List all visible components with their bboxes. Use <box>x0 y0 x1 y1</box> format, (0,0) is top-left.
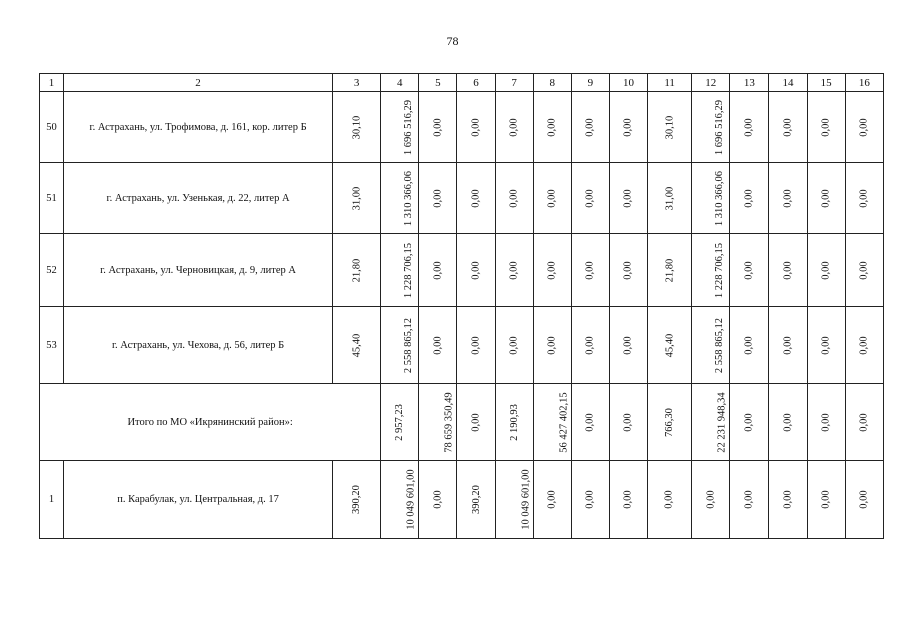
row-number: 52 <box>40 234 64 307</box>
value-cell: 0,00 <box>546 188 558 208</box>
column-header: 16 <box>845 74 883 92</box>
value-cell: 0,00 <box>508 335 520 355</box>
column-header: 15 <box>807 74 845 92</box>
table-row <box>40 163 884 234</box>
cost-value: 2 558 865,12 <box>403 317 415 373</box>
value-cell: 1 310 366,06 <box>714 170 726 226</box>
total-cost-value: 78 659 350,49 <box>444 391 455 453</box>
value-cell: 0,00 <box>820 335 832 355</box>
value-cell: 0,00 <box>858 188 870 208</box>
value-cell: 0,00 <box>623 260 634 280</box>
value-cell: 0,00 <box>782 412 794 432</box>
total-area-value: 2 957,23 <box>394 403 406 441</box>
value-cell: 2 190,93 <box>508 403 520 441</box>
value-cell: 56 427 402,15 <box>558 391 570 453</box>
value-cell: 0,00 <box>820 490 832 509</box>
value-cell: 0,00 <box>782 335 794 355</box>
column-header: 1 <box>40 74 64 92</box>
page-number: 78 <box>446 34 459 48</box>
value-cell: 0,00 <box>508 260 520 280</box>
value-cell: 31,00 <box>664 186 676 210</box>
header-row <box>40 74 884 92</box>
value-cell: 0,00 <box>584 490 596 509</box>
value-cell: 0,00 <box>546 335 558 355</box>
row-number: 1 <box>40 461 64 539</box>
value-cell: 0,00 <box>546 260 558 280</box>
value-cell: 0,00 <box>820 412 832 432</box>
value-cell: 0,00 <box>743 260 755 280</box>
area-value: 390,20 <box>351 485 363 514</box>
value-cell: 0,00 <box>470 335 482 355</box>
value-cell: 0,00 <box>858 412 870 432</box>
area-value: 30,10 <box>351 115 363 139</box>
address-cell: г. Астрахань, ул. Черновицкая, д. 9, литер А <box>64 234 333 307</box>
area-value: 31,00 <box>351 186 363 210</box>
value-cell: 390,20 <box>470 485 482 514</box>
value-cell: 0,00 <box>432 335 444 355</box>
column-header: 5 <box>419 74 457 92</box>
value-cell: 0,00 <box>782 490 794 509</box>
value-cell: 0,00 <box>858 490 870 509</box>
table-row <box>40 461 884 539</box>
value-cell: 45,40 <box>664 333 676 357</box>
value-cell: 10 049 601,00 <box>520 469 532 530</box>
value-cell: 0,00 <box>820 260 832 280</box>
total-row <box>40 384 884 461</box>
value-cell: 0,00 <box>820 188 832 208</box>
value-cell: 0,00 <box>623 188 634 208</box>
column-header: 9 <box>571 74 609 92</box>
cost-value: 1 228 706,15 <box>403 242 415 298</box>
value-cell: 0,00 <box>470 188 482 208</box>
row-number: 53 <box>40 307 64 384</box>
value-cell: 0,00 <box>546 117 558 137</box>
column-header: 14 <box>769 74 807 92</box>
value-cell: 0,00 <box>584 412 596 432</box>
column-header: 8 <box>533 74 571 92</box>
column-header: 10 <box>609 74 647 92</box>
value-cell: 0,00 <box>623 335 634 355</box>
value-cell: 0,00 <box>546 490 558 509</box>
table-row <box>40 92 884 163</box>
value-cell: 0,00 <box>470 117 482 137</box>
value-cell: 0,00 <box>470 412 482 432</box>
column-header: 2 <box>64 74 333 92</box>
value-cell: 0,00 <box>470 260 482 280</box>
value-cell: 0,00 <box>584 260 596 280</box>
registry-table <box>39 73 884 539</box>
value-cell: 22 231 948,34 <box>716 391 728 453</box>
column-header: 12 <box>692 74 730 92</box>
value-cell: 0,00 <box>743 188 755 208</box>
address-cell: г. Астрахань, ул. Чехова, д. 56, литер Б <box>64 307 333 384</box>
value-cell: 0,00 <box>432 117 444 137</box>
value-cell: 0,00 <box>508 188 520 208</box>
table-row <box>40 307 884 384</box>
value-cell: 0,00 <box>782 188 794 208</box>
value-cell: 0,00 <box>782 117 794 137</box>
column-header: 6 <box>457 74 495 92</box>
cost-value: 1 310 366,06 <box>403 170 415 226</box>
value-cell: 0,00 <box>782 260 794 280</box>
value-cell: 21,80 <box>664 258 676 282</box>
row-number: 51 <box>40 163 64 234</box>
value-cell: 0,00 <box>664 490 676 509</box>
column-header: 13 <box>730 74 769 92</box>
column-header: 3 <box>333 74 381 92</box>
value-cell: 766,30 <box>664 407 676 437</box>
address-cell: г. Астрахань, ул. Трофимова, д. 161, кор. литер Б <box>64 92 333 163</box>
value-cell: 0,00 <box>858 335 870 355</box>
address-cell: г. Астрахань, ул. Узенькая, д. 22, литер А <box>64 163 333 234</box>
area-value: 21,80 <box>351 258 363 282</box>
address-cell: п. Карабулак, ул. Центральная, д. 17 <box>64 461 333 539</box>
value-cell: 0,00 <box>743 490 755 509</box>
value-cell: 0,00 <box>584 188 596 208</box>
value-cell: 0,00 <box>858 117 870 137</box>
value-cell: 0,00 <box>705 490 717 509</box>
cost-value: 10 049 601,00 <box>405 469 417 530</box>
column-header: 11 <box>648 74 692 92</box>
value-cell: 30,10 <box>664 115 676 139</box>
row-number: 50 <box>40 92 64 163</box>
cost-value: 1 696 516,29 <box>403 99 415 155</box>
value-cell: 0,00 <box>820 117 832 137</box>
value-cell: 0,00 <box>623 117 634 137</box>
value-cell: 0,00 <box>584 335 596 355</box>
value-cell: 2 558 865,12 <box>714 317 726 373</box>
value-cell: 0,00 <box>432 188 444 208</box>
total-label: Итого по МО «Икрянинский район»: <box>40 384 381 461</box>
column-header: 7 <box>495 74 533 92</box>
value-cell: 0,00 <box>623 490 634 509</box>
value-cell: 0,00 <box>743 412 755 432</box>
column-header: 4 <box>381 74 419 92</box>
area-value: 45,40 <box>351 333 363 357</box>
value-cell: 1 696 516,29 <box>714 99 726 155</box>
value-cell: 0,00 <box>508 117 520 137</box>
value-cell: 0,00 <box>584 117 596 137</box>
value-cell: 0,00 <box>623 412 634 432</box>
value-cell: 0,00 <box>743 335 755 355</box>
value-cell: 0,00 <box>432 490 444 509</box>
value-cell: 0,00 <box>858 260 870 280</box>
value-cell: 0,00 <box>743 117 755 137</box>
value-cell: 0,00 <box>432 260 444 280</box>
value-cell: 1 228 706,15 <box>714 242 726 298</box>
table-row <box>40 234 884 307</box>
